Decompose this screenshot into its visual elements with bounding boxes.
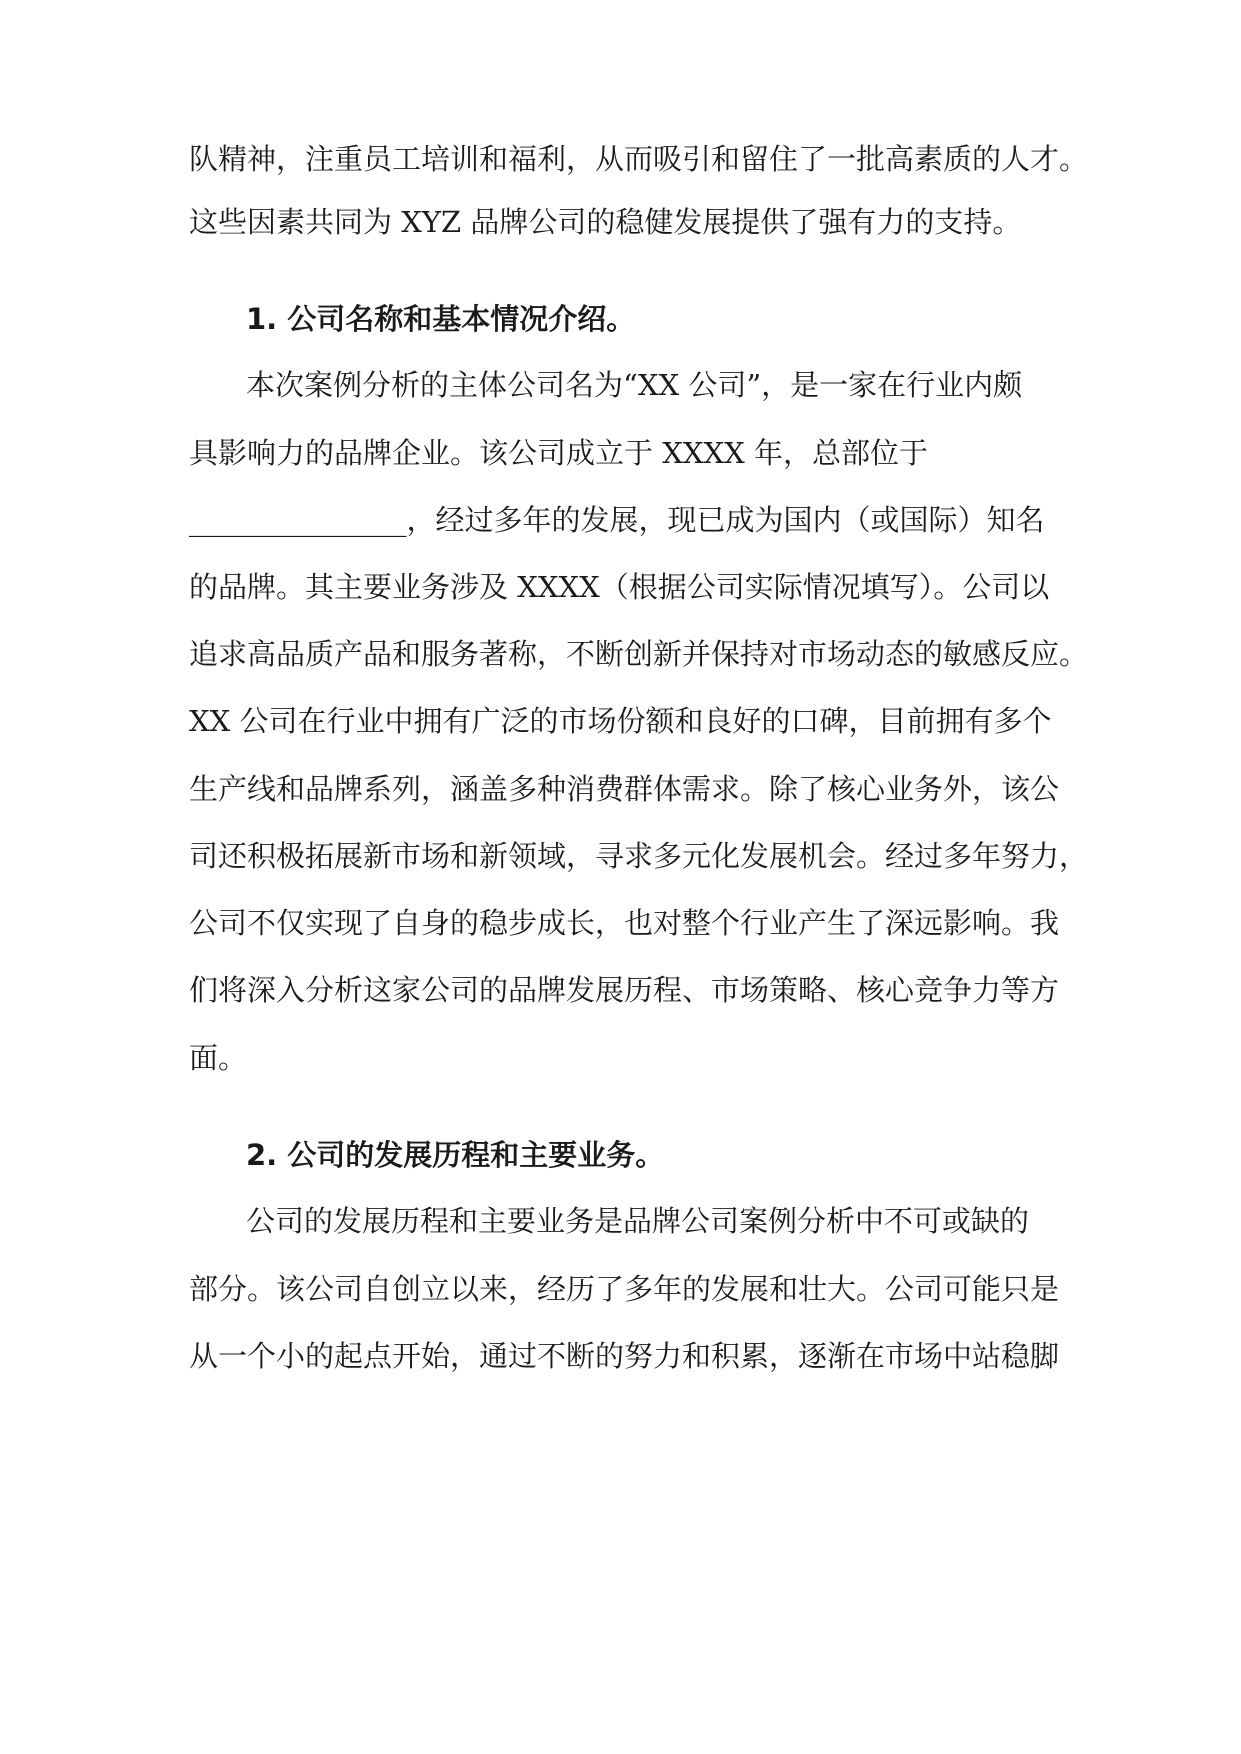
paragraph-line: 们将深入分析这家公司的品牌发展历程、市场策略、核心竞争力等方 — [189, 973, 1060, 1007]
paragraph-line: 队精神，注重员工培训和福利，从而吸引和留住了一批高素质的人才。 — [189, 142, 1089, 176]
section-heading-2: 2. 公司的发展历程和主要业务。 — [246, 1138, 665, 1172]
paragraph-line: 司还积极拓展新市场和新领域，寻求多元化发展机会。经过多年努力， — [189, 839, 1089, 873]
section-heading-1: 1. 公司名称和基本情况介绍。 — [246, 302, 636, 336]
paragraph-line: 从一个小的起点开始，通过不断的努力和积累，逐渐在市场中站稳脚 — [189, 1339, 1060, 1373]
paragraph-line: 面。 — [189, 1041, 248, 1075]
paragraph-line: 公司不仅实现了自身的稳步成长，也对整个行业产生了深远影响。我 — [189, 906, 1060, 940]
paragraph-line: 具影响力的品牌企业。该公司成立于 XXXX 年，总部位于 — [189, 436, 929, 470]
paragraph-line: XX 公司在行业中拥有广泛的市场份额和良好的口碑，目前拥有多个 — [189, 704, 1052, 738]
paragraph-line: 公司的发展历程和主要业务是品牌公司案例分析中不可或缺的 — [246, 1204, 1030, 1238]
paragraph-line: 的品牌。其主要业务涉及 XXXX（根据公司实际情况填写）。公司以 — [189, 570, 1050, 604]
paragraph-line: 部分。该公司自创立以来，经历了多年的发展和壮大。公司可能只是 — [189, 1272, 1060, 1306]
paragraph-line: 追求高品质产品和服务著称，不断创新并保持对市场动态的敏感反应。 — [189, 637, 1089, 671]
paragraph-line: _______________，经过多年的发展，现已成为国内（或国际）知名 — [189, 503, 1045, 537]
paragraph-line: 这些因素共同为 XYZ 品牌公司的稳健发展提供了强有力的支持。 — [189, 205, 1022, 239]
paragraph-line: 生产线和品牌系列，涵盖多种消费群体需求。除了核心业务外，该公 — [189, 772, 1060, 806]
paragraph-line: 本次案例分析的主体公司名为“XX 公司”，是一家在行业内颇 — [246, 368, 1023, 402]
